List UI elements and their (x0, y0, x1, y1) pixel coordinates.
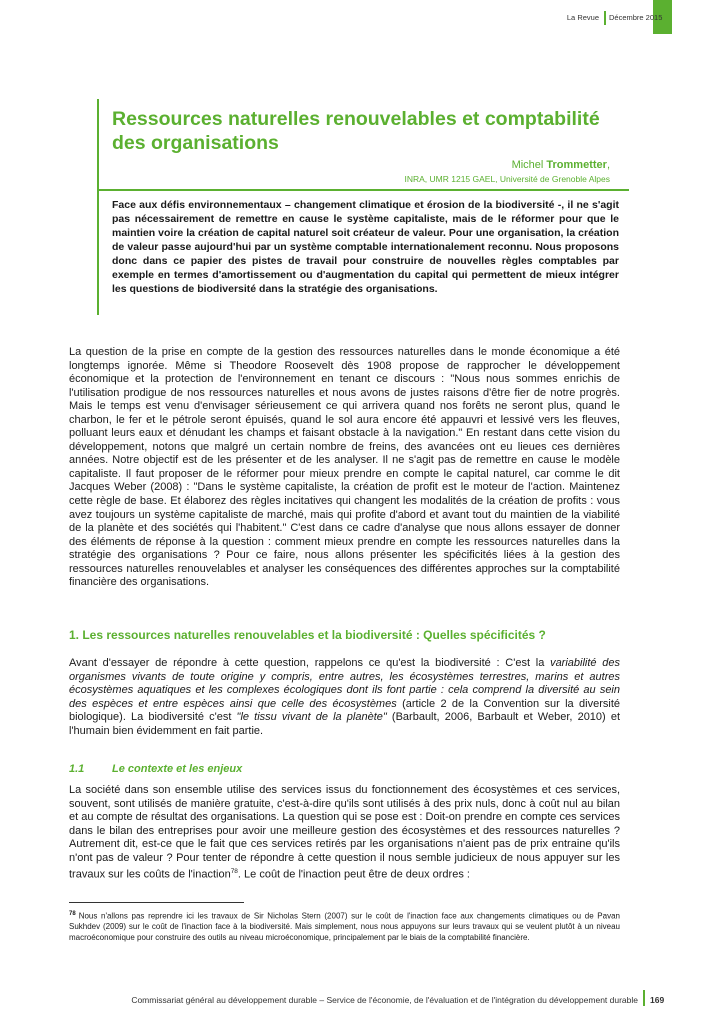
footnote (69, 909, 620, 943)
section-1-heading: 1. Les ressources naturelles renouvelables et la biodiversité : Quelles spécificités ? (69, 628, 546, 642)
section-1-1-text-end: . Le coût de l'inaction peut être de deux ordres : (237, 868, 470, 881)
article-title: Ressources naturelles renouvelables et comptabilité des organisations (112, 108, 600, 154)
author-affiliation: INRA, UMR 1215 GAEL, Université de Grenoble Alpes (404, 174, 610, 184)
section-1-text-c: (Barbault, 2006, Barbault et Weber, 2010) et l'humain bien évidemment en fait partie. (69, 711, 621, 737)
section-1-1-title: Le contexte et les enjeux (112, 763, 243, 775)
section-1-1-paragraph (69, 784, 620, 882)
author-last-name: Trommetter (546, 159, 607, 171)
footnote-reference[interactable]: 78 (230, 868, 238, 876)
page-number: 169 (650, 995, 665, 1005)
section-1-1-heading (69, 763, 242, 775)
intro-paragraph: La question de la prise en compte de la gestion des ressources naturelles dans le monde économique a été longtemps ignorée. Même si Theodore Roosevelt dès 1908 propose de rapprocher le développement économique et la protection de l'environnement en tenant ce discours : "Nous nous sommes enrichis de l'utilisation prodigue de nos ressources naturelles et nous avons de justes raisons d'être fier de notre progrès. Mais le temps est venu d'envisager sérieusement ce qui arrivera quand nos forêts ne seront plus, quand le charbon, le fer et le pétrole seront épuisés, quand le sol aura encore été appauvri et lessivé vers les fleuves, polluant leurs eaux et dénudant les champs et faisant obstacle à la navigation." En restant dans cette vision du développement, notons que malgré un certain nombre de freins, des avancées ont eu lieues ces dernières années. Notre objectif est de les présenter et de les analyser. Il ne s'agit pas de remettre en cause le modèle capitaliste. Il faut proposer de le réformer pour mieux prendre en compte le capital naturel, car comme le dit Jacques Weber (2008) : "Dans le système capitaliste, la création de profit est le moteur de l'action. Maintenez cette règle de base. Et élaborez des règles incitatives qui changent les modalités de la création de profits : vous avez toujours un système capitaliste de marché, mais qui profite d'abord et avant tout du maintien de la viabilité de la planète et des sociétés qui l'habitent." C'est dans ce cadre d'analyse que nous allons essayer de donner des éléments de réponse à la question : comment mieux prendre en compte les ressources naturelles dans la stratégie des organisations ? Pour ce faire, nous allons présenter les spécificités liées à la gestion des ressources naturelles renouvelables et analyser les conséquences des différentes approches sur la comptabilité financière des organisations. (69, 346, 620, 589)
section-1-text-a: Avant d'essayer de répondre à cette question, rappelons ce qu'est la biodiversité : C'est la (69, 657, 551, 669)
footnote-rule (69, 902, 244, 903)
section-1-italic-a: variabilité des organismes vivants de toute origine y compris, entre autres, les écosystèmes terrestres, marins et autres écosystèmes aquatiques et les complexes écologiques dont ils font partie : cela comprend la diversité au sein des espèces et entre espèces ainsi que celle des écosystèmes (69, 657, 620, 710)
section-1-paragraph (69, 657, 620, 738)
author-suffix: , (606, 159, 610, 171)
section-1-1-number: 1.1 (69, 763, 85, 775)
article-author (512, 159, 610, 171)
footer-divider (643, 990, 645, 1006)
title-accent-bar (97, 99, 99, 315)
author-first-name: Michel (511, 159, 547, 171)
header-divider (604, 11, 606, 25)
title-rule (97, 189, 629, 191)
section-1-1-text: La société dans son ensemble utilise des services issus du fonctionnement des écosystèmes et ces services, souvent, sont utilisés de manière gratuite, c'est-à-dire qu'ils sont utilisés à des prix nuls, donc à coût nul au bilan et au compte de résultat des organisations. La question qui se pose est : Doit-on prendre en compte ces services dans le bilan des entreprises pour avoir une meilleure gestion des écosystèmes et des ressources naturelles ? Autrement dit, est-ce que le fait que ces services retirés par les organisations n'aient pas de prix entraine qu'ils n'ont pas de valeur ? Pour tenter de répondre à cette question il nous semble judicieux de nous appuyer sur les travaux sur les coûts de l'inaction (69, 784, 620, 881)
footnote-text: Nous n'allons pas reprendre ici les travaux de Sir Nicholas Stern (2007) sur le coût de l'inaction face aux changements climatiques ou de Pavan Sukhdev (2009) sur le coût de l'inaction face à la biodiversité. Mais simplement, nous nous appuyons sur leurs travaux qui se veulent plutôt à un niveau macroéconomique pour construire des outils au niveau microéconomique, principalement par le biais de la comptabilité financière. (69, 911, 620, 942)
header-date: Décembre 2015 (609, 13, 663, 22)
section-1-italic-b: "le tissu vivant de la planète" (236, 711, 387, 724)
article-abstract: Face aux défis environnementaux – changement climatique et érosion de la biodiversité -, il ne s'agit pas nécessairement de remettre en cause le système capitaliste, mais de le réformer pour que le maintien voire la création de capital naturel soit créateur de valeur. Pour une organisation, la création de valeur passe aujourd'hui par un système comptable internationalement reconnu. Nous proposons donc dans ce papier des pistes de travail pour construire de nouvelles règles comptables par exemple en termes d'amortissement ou d'augmentation du capital qui permettent de mieux intégrer les questions de biodiversité dans la stratégie des organisations. (112, 199, 619, 295)
section-1-text-b: (article 2 de la Convention sur la diversité biologique). La biodiversité c'est (69, 697, 620, 724)
footer-text: Commissariat général au développement durable – Service de l'économie, de l'évaluation et de l'intégration du développement durable (131, 995, 638, 1005)
header-publication: La Revue (566, 13, 599, 22)
footnote-marker: 78 (69, 911, 76, 917)
